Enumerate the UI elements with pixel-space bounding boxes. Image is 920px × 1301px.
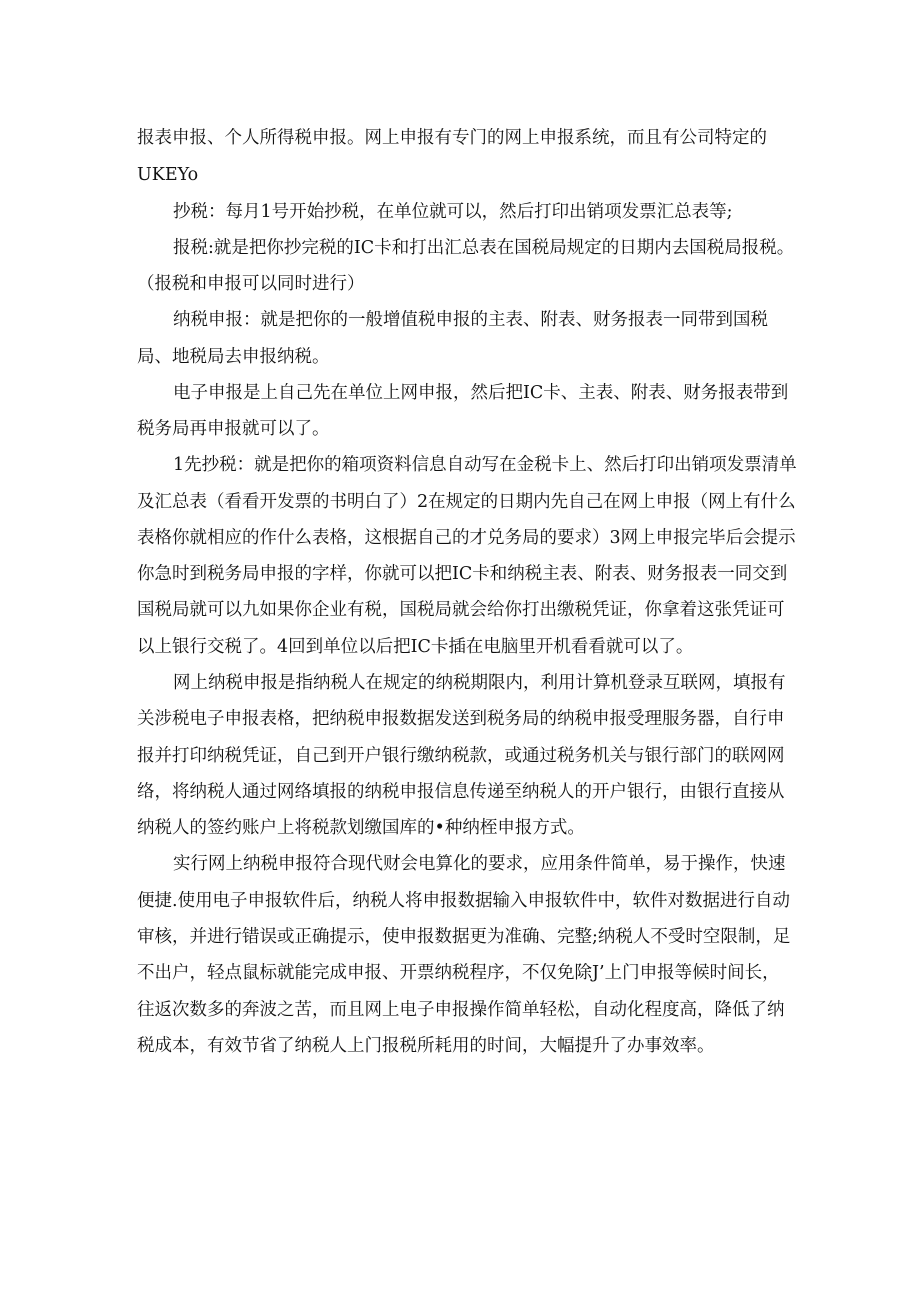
text-line: 实行网上纳税申报符合现代财会电算化的要求，应用条件简单，易于操作，快速 <box>173 854 786 874</box>
text-line: 税成本，有效节省了纳税人上门报税所耗用的时间，大幅提升了办事效率。 <box>137 1036 715 1056</box>
text-line: 税务局再申报就可以了。 <box>137 419 330 439</box>
text-line: UKEYo <box>137 165 199 185</box>
text-line: 审核，并进行错误或正确提示，使申报数据更为准确、完整;纳税人不受时空限制，足 <box>137 927 791 947</box>
text-line: 抄税：每月1号开始抄税，在单位就可以，然后打印出销项发票汇总表等; <box>173 202 733 222</box>
text-line: 便捷.使用电子申报软件后，纳税人将申报数据输入申报软件中，软件对数据进行自动 <box>137 891 791 911</box>
text-line: （报税和申报可以同时进行） <box>137 274 365 294</box>
text-line: 不出户，轻点鼠标就能完成申报、开票纳税程序，不仅免除J’上门申报等候时间长， <box>137 963 780 983</box>
text-line: 纳税人的签约账户上将税款划缴国库的•种纳桎申报方式。 <box>137 818 585 838</box>
text-line: 电子申报是上自己先在单位上网申报，然后把IC卡、主表、附表、财务报表带到 <box>173 383 789 403</box>
text-line: 网上纳税申报是指纳税人在规定的纳税期限内，利用计算机登录互联网，填报有 <box>173 673 786 693</box>
text-line: 国税局就可以九如果你企业有税，国税局就会给你打出缴税凭证，你拿着这张凭证可 <box>137 600 785 620</box>
text-line: 纳税申报：就是把你的一般增值税申报的主表、附表、财务报表一同带到国税 <box>173 310 768 330</box>
text-line: 络，将纳税人通过网络填报的纳税申报信息传递至纳税人的开户银行，由银行直接从 <box>137 782 785 802</box>
text-line: 往返次数多的奔波之苦，而且网上电子申报操作简单轻松，自动化程度高，降低了纳 <box>137 1000 785 1020</box>
text-line: 及汇总表（看看开发票的书明白了）2在规定的日期内先自己在网上申报（网上有什么 <box>137 492 796 512</box>
text-line: 1先抄税：就是把你的箱项资料信息自动写在金税卡上、然后打印出销项发票清单 <box>173 455 797 475</box>
text-line: 局、地税局去申报纳税。 <box>137 347 330 367</box>
text-line: 报税:就是把你抄完税的IC卡和打出汇总表在国税局规定的日期内去国税局报税。 <box>173 238 795 258</box>
text-line: 表格你就相应的作什么表格，这根据自己的才兑务局的要求）3网上申报完毕后会提示 <box>137 528 796 548</box>
text-line: 关涉税电子申报表格，把纳税申报数据发送到税务局的纳税申报受理服务器，自行申 <box>137 709 785 729</box>
text-line: 以上银行交税了。4回到单位以后把IC卡插在电脑里开机看看就可以了。 <box>137 637 694 657</box>
text-line: 你急时到税务局申报的字样，你就可以把IC卡和纳税主表、附表、财务报表一同交到 <box>137 564 788 584</box>
text-line: 报并打印纳税凭证，自己到开户银行缴纳税款，或通过税务机关与银行部门的联网网 <box>137 746 785 766</box>
text-line: 报表申报、个人所得税申报。网上申报有专门的网上申报系统，而且有公司特定的 <box>137 128 767 148</box>
